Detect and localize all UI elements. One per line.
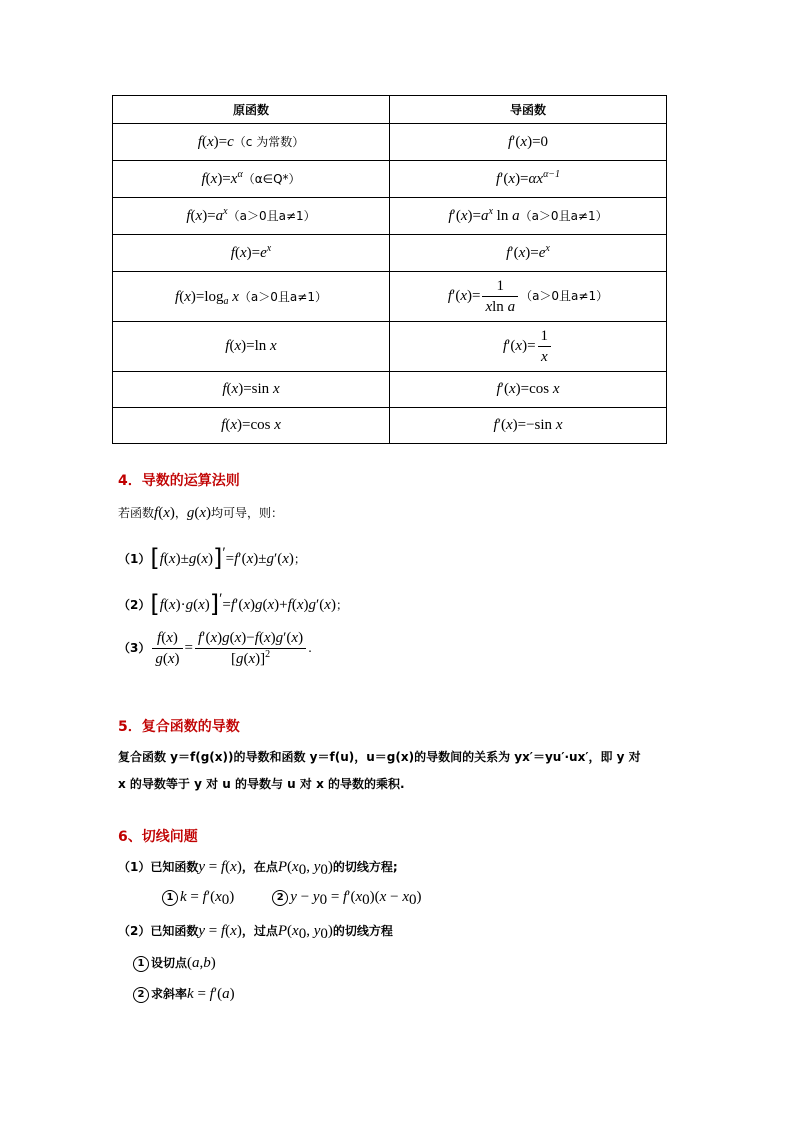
note-constant: （c 为常数）: [233, 135, 305, 149]
table-header-row: [113, 96, 667, 124]
derivative-table: [112, 95, 667, 444]
circled-number-icon: 2: [133, 987, 149, 1003]
note-condition: （a＞0且a≠1）: [520, 289, 609, 303]
section-5-line-1: 复合函数 y＝f(g(x))的导数和函数 y＝f(u)，u＝g(x)的导数间的关系为 yx′＝yu′·ux′，即 y 对: [118, 750, 641, 764]
step-text: 求斜率: [151, 987, 188, 1001]
note-condition: （a＞0且a≠1）: [519, 209, 608, 223]
section-4-title: 4．导数的运算法则: [118, 473, 240, 489]
step-find-slope: 2 求斜率k = f′(a): [133, 985, 235, 1003]
derivative-logarithm: f′(x)= $\frac{1}{\text{xln a}}$ （a＞0且a≠1）: [390, 272, 667, 322]
note-condition: （a＞0且a≠1）: [238, 289, 327, 304]
derivative-natural-log: f′(x)= $\frac{1}{x}$: [390, 322, 667, 372]
section-5-title: 5．复合函数的导数: [118, 719, 240, 735]
intro-text: 若函数: [118, 506, 155, 520]
section-6-title: 6、切线问题: [118, 829, 198, 845]
step-set-tangent-point: 1 设切点(a,b): [133, 954, 216, 972]
table-row: [113, 408, 667, 444]
table-row: [113, 272, 667, 322]
formula-logarithm: $f(x)=\log_a$ x（a＞0且a≠1）: [113, 272, 390, 322]
table-row: [113, 124, 667, 161]
question-text: 的切线方程;: [332, 860, 398, 874]
question-text: （1）已知函数: [118, 860, 199, 874]
rule-number: （1）: [118, 552, 151, 566]
tangent-steps-1: 1 $k = f'(x_0)$ 2 $y - y_0 = f'(x_0)(x - x_0)$: [162, 889, 421, 906]
question-text: ，过点: [241, 924, 278, 938]
header-derivative-function: 导函数: [390, 96, 667, 124]
formula-natural-exponential: $f(x)=e^x$: [113, 235, 390, 272]
table-row: [113, 372, 667, 408]
circled-number-icon: 1: [133, 956, 149, 972]
derivative-cosine: f′(x)=−sin x: [390, 408, 667, 444]
question-text: 的切线方程: [332, 924, 393, 938]
derivative-sine: f′(x)=cos x: [390, 372, 667, 408]
table-row: [113, 322, 667, 372]
rule-number: （3）: [118, 641, 151, 655]
derivative-power: $f'(x)=\alpha x^{\alpha-1}$: [390, 161, 667, 198]
tangent-through-point: （2）已知函数y = f(x)，过点$P(x_0$, $y_0$)的切线方程: [118, 923, 393, 942]
question-text: （2）已知函数: [118, 924, 199, 938]
step-text: 设切点: [151, 956, 188, 970]
circled-number-icon: 2: [272, 890, 288, 906]
table-row: [113, 235, 667, 272]
tangent-at-point: （1）已知函数y = f(x)，在点$P(x_0$, $y_0$)的切线方程;: [118, 859, 398, 878]
rule-sum: （1）[f(x)±g(x)]′=f′(x)±g′(x)；: [118, 544, 306, 572]
derivative-constant: f′(x)=0: [390, 124, 667, 161]
intro-text-end: 均可导，则：: [211, 506, 284, 520]
circled-number-icon: 1: [162, 890, 178, 906]
rule-quotient: （3） $\frac{f(x)}{g(x)}$ = $\frac{f'(x)g(x)-f(x)g'(x)}{[g(x)]^2}$ .: [118, 630, 312, 667]
section-4-intro: 若函数f(x)，g(x)均可导，则：: [118, 505, 284, 521]
formula-sine: f(x)=sin x: [113, 372, 390, 408]
section-5-line-2: x 的导数等于 y 对 u 的导数与 u 对 x 的导数的乘积.: [118, 777, 405, 791]
formula-natural-log: f(x)=ln x: [113, 322, 390, 372]
formula-power: $f(x)=x^\alpha(\alpha\in Q*)$: [113, 161, 390, 198]
note-condition: （a＞0且a≠1）: [227, 209, 316, 223]
header-original-function: 原函数: [113, 96, 390, 124]
derivative-exponential: $f'(x)=a^x$ ln a（a＞0且a≠1）: [390, 198, 667, 235]
derivative-natural-exponential: $f'(x)=e^x$: [390, 235, 667, 272]
table-row: [113, 161, 667, 198]
formula-constant: f(x)=c（c 为常数）: [113, 124, 390, 161]
note-rational: （α∈Q*）: [242, 172, 301, 186]
rule-product: （2）[f(x)·g(x)]′=f′(x)g(x)+f(x)g′(x)；: [118, 590, 348, 618]
rule-number: （2）: [118, 598, 151, 612]
formula-cosine: f(x)=cos x: [113, 408, 390, 444]
formula-exponential: $f(x)=a^x(a>0$且a≠1）: [113, 198, 390, 235]
question-text: ，在点: [241, 860, 278, 874]
table-row: [113, 198, 667, 235]
